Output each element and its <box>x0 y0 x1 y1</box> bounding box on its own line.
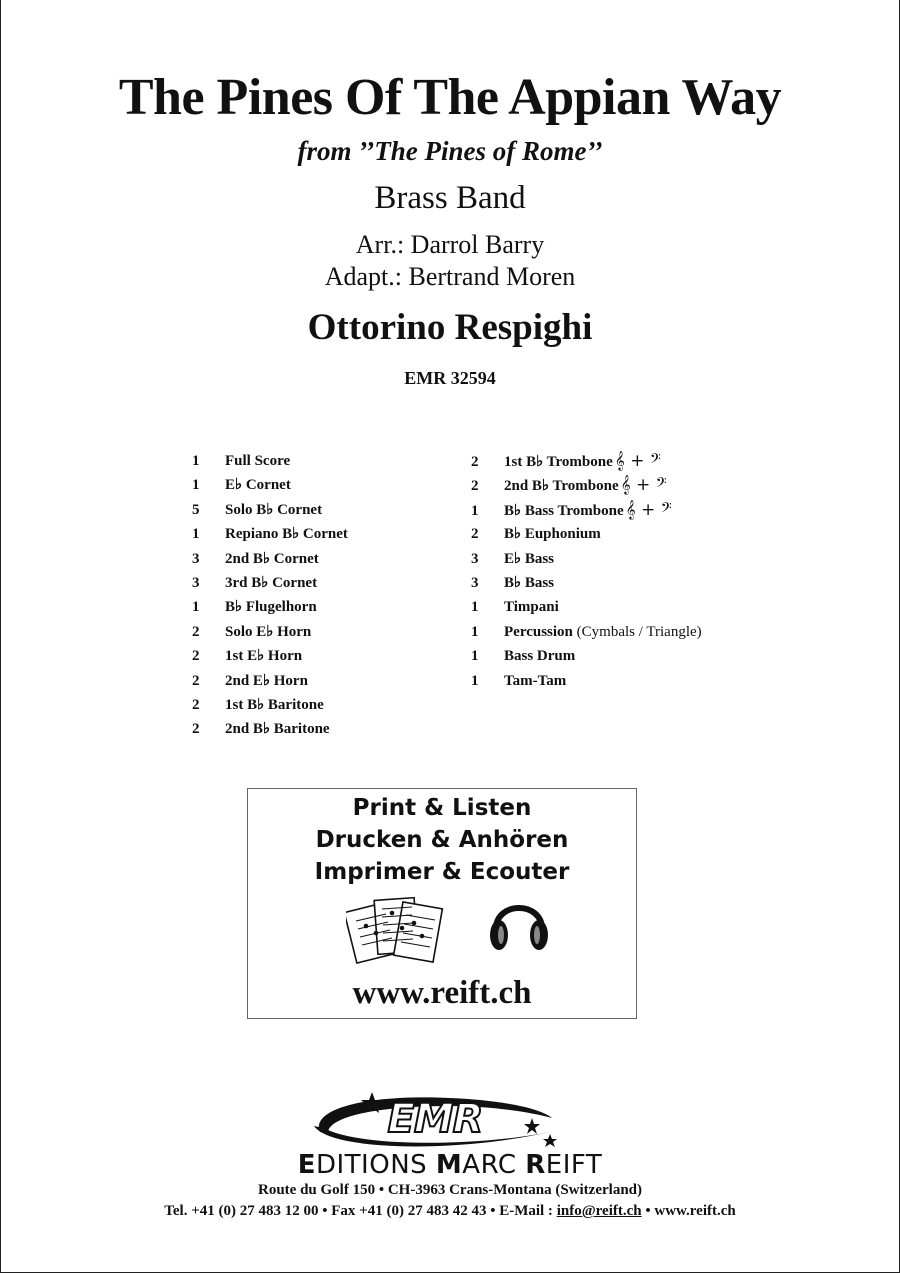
part-quantity: 1 <box>192 599 200 616</box>
part-row <box>471 623 702 647</box>
part-name: 2nd E♭ Horn <box>225 672 308 689</box>
promo-line-french: Imprimer & Ecouter <box>314 859 570 885</box>
part-name: Solo B♭ Cornet <box>225 501 323 518</box>
part-row <box>192 672 348 696</box>
publisher-address: Route du Golf 150 • CH-3963 Crans-Montana (Switzerland) <box>258 1182 642 1198</box>
part-quantity: 5 <box>192 501 200 518</box>
part-name: 2nd B♭ Baritone <box>225 721 330 738</box>
part-name: Percussion <box>504 623 573 640</box>
print-listen-box[interactable] <box>247 788 637 1019</box>
clef-icons: 𝄞 + 𝄢 <box>620 475 667 496</box>
part-quantity: 1 <box>192 477 200 494</box>
promo-line-german: Drucken & Anhören <box>315 827 569 853</box>
part-row <box>471 598 702 622</box>
part-row <box>471 574 702 598</box>
part-name: 1st B♭ Trombone <box>504 454 613 470</box>
part-quantity: 3 <box>192 574 200 591</box>
part-quantity: 1 <box>471 623 479 640</box>
part-quantity: 3 <box>471 550 479 567</box>
promo-line-english: Print & Listen <box>352 795 532 821</box>
part-name: B♭ Bass Trombone <box>504 502 624 519</box>
arranger-credit: Arr.: Darrol Barry <box>355 230 545 259</box>
part-quantity: 1 <box>192 453 200 469</box>
part-quantity: 2 <box>471 454 479 470</box>
part-row <box>471 476 702 500</box>
part-name: Bass Drum <box>504 648 576 665</box>
composer-name: Ottorino Respighi <box>307 307 593 348</box>
email-link[interactable]: info@reift.ch <box>556 1203 642 1219</box>
part-name: B♭ Euphonium <box>504 526 601 543</box>
part-name: 3rd B♭ Cornet <box>225 574 318 591</box>
part-name: Tam-Tam <box>504 672 567 689</box>
publisher-contact: Tel. +41 (0) 27 483 12 00 • Fax +41 (0) 27 483 42 43 • E-Mail : info@reift.ch • www.reift.ch <box>164 1203 736 1219</box>
part-name: B♭ Flugelhorn <box>225 599 317 616</box>
part-quantity: 1 <box>471 672 479 689</box>
catalog-number: EMR 32594 <box>404 368 496 388</box>
part-row <box>192 550 348 574</box>
part-name: E♭ Bass <box>504 550 555 567</box>
part-row <box>471 672 702 696</box>
promo-url[interactable]: www.reift.ch <box>352 975 532 1011</box>
part-row <box>192 623 348 647</box>
part-name: 1st B♭ Baritone <box>225 696 324 713</box>
part-name: E♭ Cornet <box>225 477 291 494</box>
headphones-icon <box>488 889 550 957</box>
clef-icons: 𝄞 + 𝄢 <box>614 451 661 471</box>
emr-logo-text: EMR <box>387 1096 483 1142</box>
clef-icons: 𝄞 + 𝄢 <box>625 499 672 520</box>
part-note: (Cymbals / Triangle) <box>576 623 702 640</box>
adapter-credit: Adapt.: Bertrand Moren <box>324 262 576 291</box>
part-quantity: 3 <box>471 574 479 591</box>
part-row <box>192 598 348 622</box>
part-row <box>471 647 702 671</box>
part-row <box>471 501 702 525</box>
part-row <box>192 501 348 525</box>
part-quantity: 1 <box>471 502 479 519</box>
part-quantity: 1 <box>471 599 479 616</box>
part-row <box>192 452 348 476</box>
part-quantity: 3 <box>192 550 200 567</box>
part-row <box>192 720 348 744</box>
part-quantity: 2 <box>192 672 200 689</box>
part-quantity: 2 <box>192 721 200 738</box>
sheet-music-icon <box>346 893 444 965</box>
ensemble-label: Brass Band <box>374 180 526 216</box>
part-quantity: 1 <box>471 648 479 665</box>
part-quantity: 2 <box>471 478 479 495</box>
part-row <box>192 647 348 671</box>
part-quantity: 2 <box>192 623 200 640</box>
part-quantity: 1 <box>192 526 200 543</box>
part-quantity: 2 <box>192 648 200 665</box>
part-row <box>192 696 348 720</box>
part-row <box>471 452 702 476</box>
part-quantity: 2 <box>471 526 479 543</box>
piece-title: The Pines Of The Appian Way <box>118 69 782 126</box>
part-name: Repiano B♭ Cornet <box>225 526 348 543</box>
piece-subtitle: from ’’The Pines of Rome’’ <box>297 136 603 166</box>
part-name: 2nd B♭ Cornet <box>225 550 319 567</box>
part-name: Solo E♭ Horn <box>225 623 312 640</box>
parts-list-left <box>192 452 348 745</box>
part-row <box>192 476 348 500</box>
part-row <box>192 574 348 598</box>
part-row <box>471 525 702 549</box>
part-name: Timpani <box>504 599 559 616</box>
part-name: 1st E♭ Horn <box>225 648 303 665</box>
part-name: 2nd B♭ Trombone <box>504 478 619 495</box>
part-name: B♭ Bass <box>504 574 555 591</box>
parts-list-right <box>471 452 702 696</box>
part-name: Full Score <box>225 453 291 469</box>
publisher-name: EDITIONS MARC REIFT <box>297 1150 603 1180</box>
part-row <box>192 525 348 549</box>
part-quantity: 2 <box>192 696 200 713</box>
part-row <box>471 550 702 574</box>
